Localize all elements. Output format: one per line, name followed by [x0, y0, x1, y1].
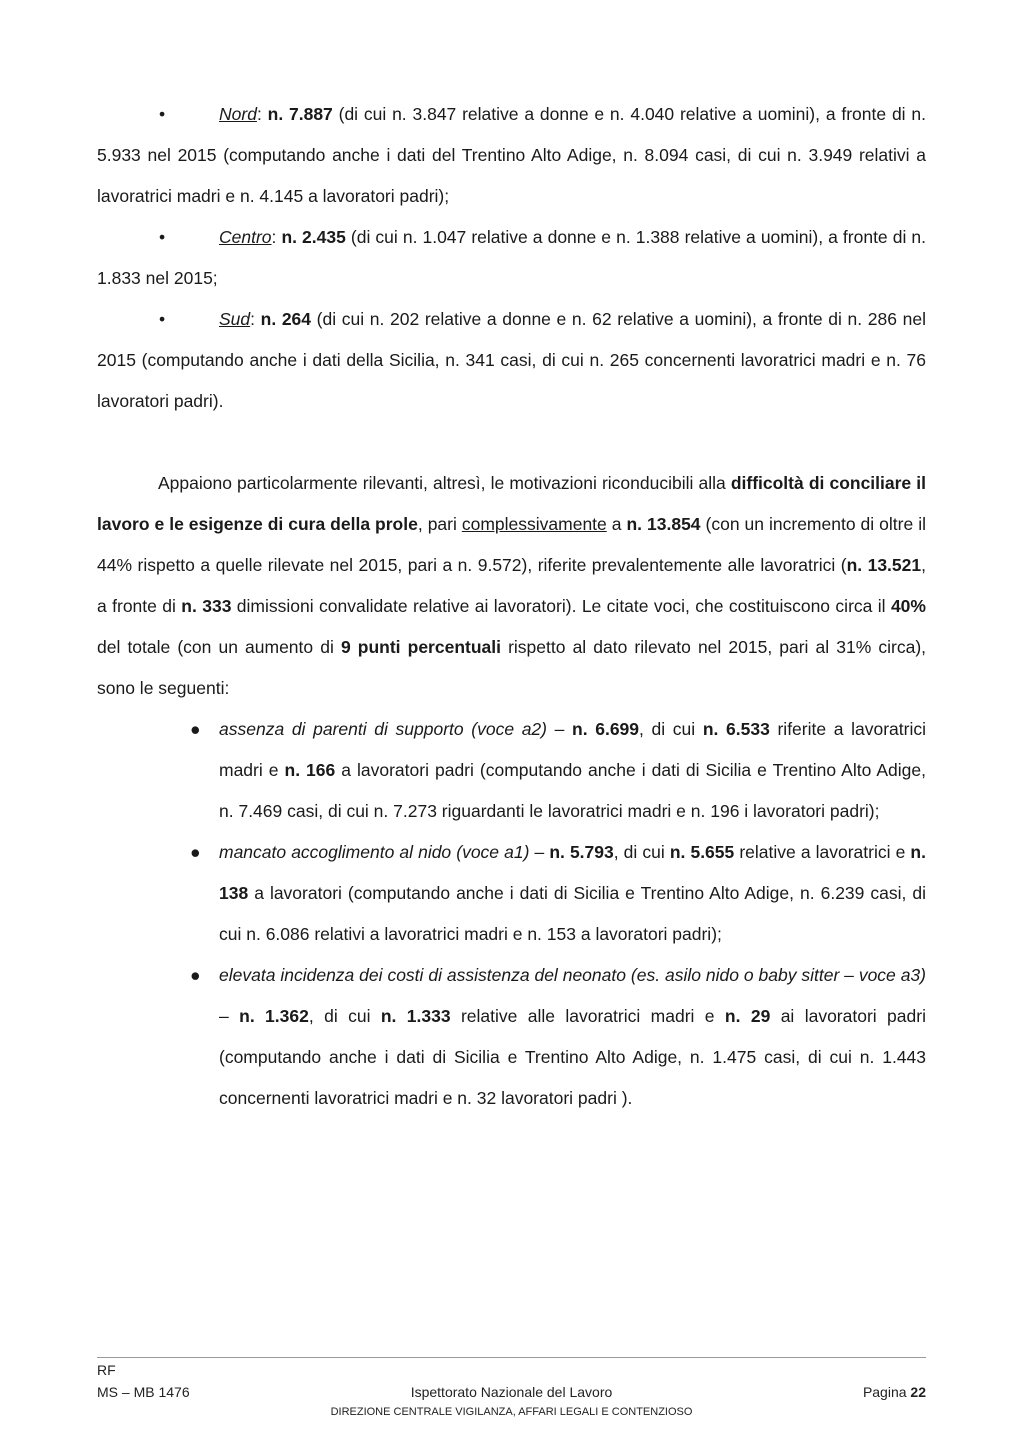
- bold-run: difficoltà di conciliare il lavoro e le esigenze di cura della prole: [97, 473, 926, 534]
- region-text: (di cui n. 3.847 relative a donne e n. 4.040 relative a uomini), a fronte di n. 5.933 nel 2015 (computando anche i dati del Trentino Alto Adige, n. 8.094 casi, di cui n. 3.949 relativi a lavoratrici madri e n. 4.145 a lavoratori padri);: [97, 104, 926, 206]
- text-run: a lavoratori padri (computando anche i dati di Sicilia e Trentino Alto Adige, n. 7.469 casi, di cui n. 7.273 riguardanti le lavoratrici madri e n. 196 i lavoratori padri);: [219, 760, 926, 821]
- item-label: assenza di parenti di supporto (voce a2): [219, 719, 547, 739]
- text-run: a: [606, 514, 627, 534]
- bold-run: n. 6.533: [702, 719, 770, 739]
- bullet-icon: •: [159, 104, 166, 124]
- footer-code: MS – MB 1476: [97, 1384, 190, 1400]
- text-run: rispetto al dato rilevato nel 2015, pari al 31% circa), sono le seguenti:: [97, 637, 927, 698]
- region-name: Nord: [219, 104, 257, 124]
- bullet-icon: ●: [190, 719, 201, 739]
- footer-direction: DIREZIONE CENTRALE VIGILANZA, AFFARI LEGALI E CONTENZIOSO: [330, 1406, 693, 1418]
- text-run: riferite a lavoratrici madri e: [219, 719, 926, 780]
- region-total: n. 7.887: [267, 104, 333, 124]
- bold-run: n. 333: [181, 596, 232, 616]
- list-item: [190, 955, 926, 1119]
- text-run: ai lavoratori padri (computando anche i dati di Sicilia e Trentino Alto Adige, n. 1.475 casi, di cui n. 1.443 concernenti lavoratrici madri e n. 32 lavoratori padri ).: [219, 1006, 926, 1108]
- list-item: [190, 709, 926, 832]
- main-paragraph: [97, 463, 926, 709]
- text-run: , a fronte di: [97, 555, 926, 616]
- bold-run: n. 29: [724, 1006, 771, 1026]
- item-total: n. 1.362: [239, 1006, 309, 1026]
- text-run: del totale (con un aumento di: [97, 637, 341, 657]
- list-item: [190, 832, 926, 955]
- text-run: dimissioni convalidate relative ai lavoratori). Le citate voci, che costituiscono circa il: [231, 596, 891, 616]
- underlined-run: complessivamente: [461, 514, 607, 534]
- footer-institution: Ispettorato Nazionale del Lavoro: [410, 1384, 613, 1400]
- bold-run: n. 13.854: [626, 514, 701, 534]
- region-total: n. 2.435: [281, 227, 346, 247]
- region-item-nord: • Nord: n. 7.887 (di cui n. 3.847 relative a donne e n. 4.040 relative a uomini), a fronte di n. 5.933 nel 2015 (computando anche i dati del Trentino Alto Adige, n. 8.094 casi, di cui n. 3.949 relativi a lavoratrici madri e n. 4.145 a lavoratori padri);: [97, 94, 926, 217]
- region-name: Centro: [219, 227, 272, 247]
- text-run: a lavoratori (computando anche i dati di Sicilia e Trentino Alto Adige, n. 6.239 casi, di cui n. 6.086 relativi a lavoratrici madri e n. 153 a lavoratori padri);: [219, 883, 926, 944]
- item-label: elevata incidenza dei costi di assistenza del neonato (es. asilo nido o baby sitter – voce a3): [219, 965, 926, 985]
- text-run: relative alle lavoratrici madri e: [450, 1006, 725, 1026]
- region-text: (di cui n. 1.047 relative a donne e n. 1.388 relative a uomini), a fronte di n. 1.833 nel 2015;: [97, 227, 926, 288]
- bold-run: n. 13.521: [846, 555, 922, 575]
- paragraph-gap: [97, 422, 926, 463]
- bullet-icon: •: [159, 227, 166, 247]
- bullet-icon: ●: [190, 842, 201, 862]
- text-run: , pari: [417, 514, 462, 534]
- text-run: –: [547, 719, 573, 739]
- footer-initials: RF: [97, 1362, 116, 1378]
- region-item-centro: • Centro: n. 2.435 (di cui n. 1.047 relative a donne e n. 1.388 relative a uomini), a fronte di n. 1.833 nel 2015;: [97, 217, 926, 299]
- bold-run: 40%: [890, 596, 926, 616]
- text-run: Appaiono particolarmente rilevanti, altresì, le motivazioni riconducibili alla: [158, 473, 731, 493]
- region-total: n. 264: [260, 309, 312, 329]
- region-item-sud: • Sud: n. 264 (di cui n. 202 relative a donne e n. 62 relative a uomini), a fronte di n. 286 nel 2015 (computando anche i dati della Sicilia, n. 341 casi, di cui n. 265 concernenti lavoratrici madri e n. 76 lavoratori padri).: [97, 299, 926, 422]
- item-total: n. 5.793: [549, 842, 614, 862]
- bullet-icon: ●: [190, 965, 201, 985]
- text-run: relative a lavoratrici e: [734, 842, 911, 862]
- region-name: Sud: [219, 309, 251, 329]
- text-run: , di cui: [308, 1006, 381, 1026]
- bullet-icon: •: [159, 309, 166, 329]
- text-run: , di cui: [613, 842, 670, 862]
- item-label: mancato accoglimento al nido (voce a1): [219, 842, 530, 862]
- bold-run: n. 166: [284, 760, 336, 780]
- text-run: –: [219, 1006, 240, 1026]
- text-run: (con un incremento di oltre il 44% rispetto a quelle rilevate nel 2015, pari a n. 9.572), riferite prevalentemente alle lavoratrici (: [97, 514, 926, 575]
- bold-run: n. 1.333: [380, 1006, 451, 1026]
- bold-run: n. 138: [219, 842, 926, 903]
- page-number: [863, 1384, 926, 1400]
- text-run: –: [529, 842, 550, 862]
- page-number-value: 22: [910, 1384, 926, 1400]
- region-text: (di cui n. 202 relative a donne e n. 62 relative a uomini), a fronte di n. 286 nel 2015 (computando anche i dati della Sicilia, n. 341 casi, di cui n. 265 concernenti lavoratrici madri e n. 76 lavoratori padri).: [97, 309, 926, 411]
- item-total: n. 6.699: [572, 719, 640, 739]
- bold-run: n. 5.655: [669, 842, 735, 862]
- text-run: , di cui: [639, 719, 703, 739]
- body-text: [97, 94, 926, 1119]
- page-label: Pagina: [862, 1384, 911, 1400]
- footer-divider: [97, 1357, 926, 1358]
- bold-run: 9 punti percentuali: [340, 637, 501, 657]
